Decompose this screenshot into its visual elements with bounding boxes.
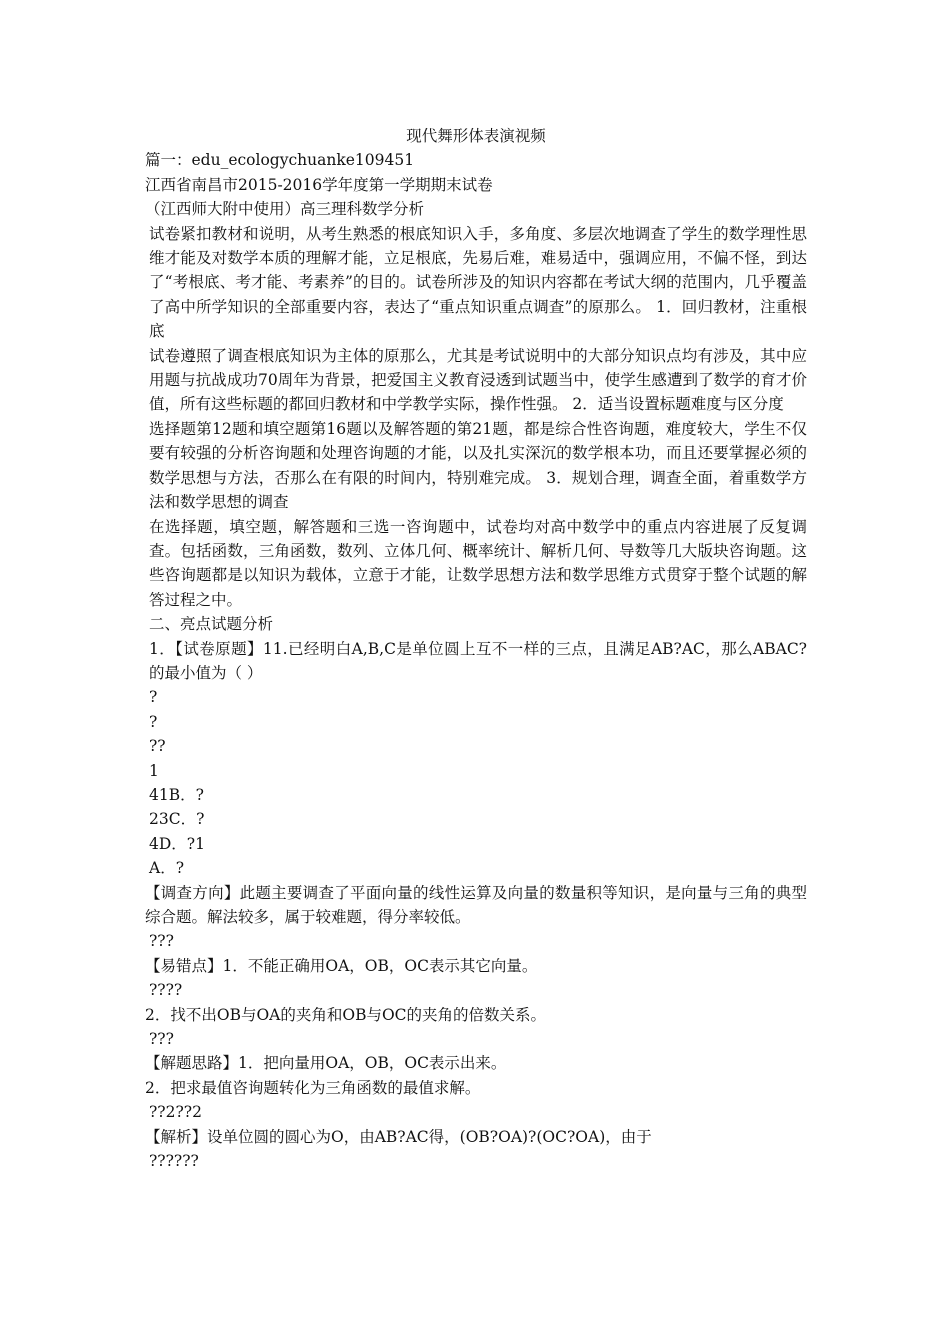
- text-line: 【易错点】1．不能正确用OA，OB，OC表示其它向量。: [145, 956, 538, 975]
- formula-fragment: ?: [149, 688, 158, 707]
- text-line: （江西师大附中使用）高三理科数学分析: [145, 200, 425, 219]
- formula-fragment: ??: [149, 737, 166, 756]
- section-heading: 二、亮点试题分析: [149, 615, 274, 634]
- body-paragraph: 选择题第12题和填空题第16题以及解答题的第21题，都是综合性咨询题，难度较大，学生不仅要有较强的分析咨询题和处理咨询题的才能，以及扎实深沉的数学根本功，而且还要掌握必须的数学思想与方法，否那么在有限的时间内，特别难完成。 3．规划合理，调查全面，着重数学方法和数学思想的调查: [149, 419, 807, 512]
- formula-fragment: ???: [149, 1030, 174, 1049]
- document-title: 现代舞形体表演视频: [406, 127, 546, 145]
- answer-option: 4D．?1: [149, 834, 205, 853]
- document-body: [145, 124, 807, 1173]
- formula-fragment: ???: [149, 932, 174, 951]
- text-line: 2．把求最值咨询题转化为三角函数的最值求解。: [145, 1078, 481, 1097]
- answer-option: A．?: [149, 859, 185, 878]
- formula-fragment: 1: [149, 761, 159, 780]
- text-line: 江西省南昌市2015-2016学年度第一学期期末试卷: [145, 175, 493, 194]
- formula-fragment: ??????: [149, 1152, 199, 1171]
- answer-option: 23C．?: [149, 810, 205, 829]
- body-paragraph: 在选择题，填空题，解答题和三选一咨询题中，试卷均对高中数学中的重点内容进展了反复调查。包括函数，三角函数，数列、立体几何、概率统计、解析几何、导数等几大版块咨询题。这些咨询题都是以知识为载体，立意于才能，让数学思想方法和数学思维方式贯穿于整个试题的解答过程之中。: [149, 517, 807, 609]
- text-line: 【解题思路】1．把向量用OA，OB，OC表示出来。: [145, 1054, 507, 1073]
- formula-fragment: ?: [149, 712, 158, 731]
- formula-fragment: ????: [149, 981, 183, 1000]
- text-line: 篇一：edu_ecologychuanke109451: [145, 151, 415, 170]
- formula-fragment: ??2??2: [149, 1103, 202, 1122]
- body-paragraph: 试卷遵照了调查根底知识为主体的原那么，尤其是考试说明中的大部分知识点均有涉及，其中应用题与抗战成功70周年为背景，把爱国主义教育浸透到试题当中，使学生感遭到了数学的育才价值，所有这些标题的都回归教材和中学教学实际，操作性强。 2．适当设置标题难度与区分度: [149, 346, 807, 414]
- body-paragraph: 试卷紧扣教材和说明，从考生熟悉的根底知识入手，多角度、多层次地调查了学生的数学理性思维才能及对数学本质的理解才能，立足根底，先易后难，难易适中，强调应用，不偏不怪，到达了“考根底、考才能、考素养”的目的。试卷所涉及的知识内容都在考试大纲的范围内，几乎覆盖了高中所学知识的全部重要内容，表达了“重点知识重点调查”的原那么。 1．回归教材，注重根底: [149, 224, 807, 341]
- text-line: 2．找不出OB与OA的夹角和OB与OC的夹角的倍数关系。: [145, 1005, 547, 1024]
- answer-option: 41B．?: [149, 785, 204, 804]
- text-line: 【解析】设单位圆的圆心为O，由AB?AC得，(OB?OA)?(OC?OA)，由于: [145, 1127, 652, 1146]
- question-text: 1．【试卷原题】11.已经明白A,B,C是单位圆上互不一样的三点，且满足AB?AC，那么ABAC?的最小值为（ ）: [149, 639, 807, 682]
- analysis-paragraph: 【调查方向】此题主要调查了平面向量的线性运算及向量的数量积等知识，是向量与三角的典型综合题。解法较多，属于较难题，得分率较低。: [145, 883, 807, 926]
